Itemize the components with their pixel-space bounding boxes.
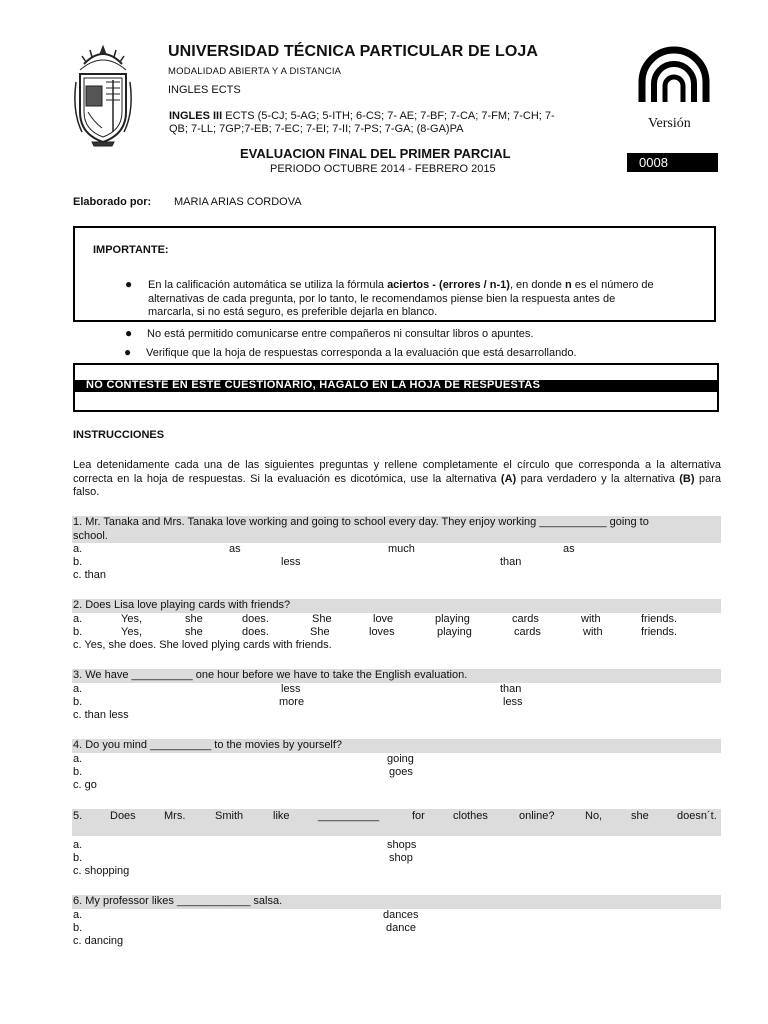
q5-option-b-word: shop (389, 852, 413, 864)
instr-part-2: para verdadero y la alternativa (516, 472, 680, 485)
q1-option-b-word: than (500, 556, 522, 568)
elaborado-label: Elaborado por: (73, 196, 152, 208)
q5-option-a-label: a. (73, 839, 83, 851)
question-1-line-2: school. (73, 529, 108, 542)
q5-word: she (631, 810, 649, 822)
q5-option-c: c. shopping (73, 865, 130, 877)
modalidad-text: MODALIDAD ABIERTA Y A DISTANCIA (168, 66, 342, 77)
q2-option-b-word: with (583, 626, 603, 638)
q2-option-a-word: playing (435, 613, 470, 625)
instrucciones-text (73, 459, 721, 500)
question-3-text: 3. We have __________ one hour before we have to take the English evaluation. (73, 669, 468, 681)
course-title: INGLES ECTS (168, 84, 241, 96)
b1-formula: aciertos - (errores / n-1) (387, 279, 510, 291)
version-label: Versión (648, 116, 691, 131)
elaborado-name: MARIA ARIAS CORDOVA (174, 196, 302, 208)
q3-option-b-word: less (503, 696, 523, 708)
version-arcs-logo (636, 40, 712, 106)
q5-word: for (412, 810, 425, 822)
q3-option-a-word: less (281, 683, 301, 695)
q1-option-b-word: less (281, 556, 301, 568)
ects-line2: QB; 7-LL; 7GP;7-EB; 7-EC; 7-EI; 7-II; 7-PS; 7-GA; (8-GA)PA (169, 123, 464, 135)
q2-option-a-word: Yes, (121, 613, 143, 625)
importante-bullet-1 (148, 279, 716, 320)
q5-option-b-label: b. (73, 852, 83, 864)
q3-option-b-word: more (279, 696, 305, 708)
q6-option-b-word: dance (386, 922, 416, 934)
q6-option-a-word: dances (383, 909, 419, 921)
q2-option-a-word: with (581, 613, 601, 625)
q2-option-a-label: a. (73, 613, 83, 625)
q5-word: No, (585, 810, 603, 822)
instr-part-3: para falso. (73, 472, 721, 498)
q6-option-b-label: b. (73, 922, 83, 934)
q2-option-a-word: cards (512, 613, 539, 625)
b1-text-2: , en donde (509, 279, 565, 291)
q5-word: Does (110, 810, 136, 822)
q2-option-b-word: friends. (641, 626, 678, 638)
instr-bold-a: (A) (500, 472, 517, 485)
instr-bold-b: (B) (679, 472, 695, 485)
q2-option-b-word: Yes, (121, 626, 143, 638)
period-text: PERIODO OCTUBRE 2014 - FEBRERO 2015 (270, 163, 496, 175)
q1-option-a-word: much (388, 543, 415, 555)
question-1-line-1: 1. Mr. Tanaka and Mrs. Tanaka love working and going to school every day. They enjoy working ___________ going to (73, 516, 649, 528)
b1-line-2: alternativas de cada pregunta, por lo tanto, le recomendamos piense bien la respuesta antes de (148, 292, 616, 305)
b1-text-3: es el número de (571, 279, 654, 291)
q1-option-a-word: as (229, 543, 241, 555)
bullet-dot-3: ● (124, 345, 132, 359)
ects-course-bold: INGLES III (169, 110, 223, 122)
q5-word: online? (519, 810, 555, 822)
q4-option-a-label: a. (73, 753, 83, 765)
q5-word: Smith (215, 810, 244, 822)
q1-option-a-word: as (563, 543, 575, 555)
b1-text-1: En la calificación automática se utiliza la fórmula (148, 279, 388, 291)
q5-word: __________ (318, 810, 380, 822)
q5-word: like (273, 810, 290, 822)
q2-option-a-word: does. (242, 613, 269, 625)
question-1-text (73, 516, 721, 543)
importante-bullet-3: Verifique que la hoja de respuestas corresponda a la evaluación que está desarrollando. (146, 347, 577, 359)
q2-option-b-word: does. (242, 626, 269, 638)
q5-word: 5. (73, 810, 83, 822)
q2-option-b-word: loves (369, 626, 395, 638)
importante-title: IMPORTANTE: (93, 244, 169, 256)
question-4-text: 4. Do you mind __________ to the movies by yourself? (73, 739, 343, 751)
b1-n: n (565, 279, 572, 291)
q2-option-b-word: cards (514, 626, 541, 638)
b1-line-3: marcarla, si no está seguro, es preferible dejarla en blanco. (148, 306, 438, 318)
question-2-text: 2. Does Lisa love playing cards with friends? (73, 599, 291, 611)
q4-option-a-word: going (387, 753, 414, 765)
ects-line1: ECTS (5-CJ; 5-AG; 5-ITH; 6-CS; 7- AE; 7-BF; 7-CA; 7-FM; 7-CH; 7- (222, 110, 555, 122)
no-conteste-text: NO CONTESTE EN ESTE CUESTIONARIO, HAGALO EN LA HOJA DE RESPUESTAS (86, 379, 541, 391)
q5-word: Mrs. (164, 810, 186, 822)
bullet-dot-1: ● (125, 277, 133, 291)
importante-bullet-2: No está permitido comunicarse entre compañeros ni consultar libros o apuntes. (147, 328, 534, 340)
q6-option-a-label: a. (73, 909, 83, 921)
q2-option-a-word: love (373, 613, 394, 625)
instrucciones-title: INSTRUCCIONES (73, 429, 165, 441)
university-crest-logo (72, 42, 134, 148)
q2-option-b-word: She (310, 626, 330, 638)
q1-option-b-label: b. (73, 556, 83, 568)
q2-option-b-word: playing (437, 626, 472, 638)
q1-option-c: c. than (73, 569, 107, 581)
university-title: UNIVERSIDAD TÉCNICA PARTICULAR DE LOJA (168, 43, 539, 60)
q5-word: doesn´t. (677, 810, 717, 822)
q2-option-a-word: She (312, 613, 332, 625)
q2-option-b-word: she (185, 626, 203, 638)
q3-option-a-word: than (500, 683, 522, 695)
q2-option-b-label: b. (73, 626, 83, 638)
version-number-box: 0008 (627, 153, 718, 172)
bullet-dot-2: ● (125, 326, 133, 340)
q2-option-c: c. Yes, she does. She loved plying cards with friends. (73, 639, 332, 651)
evaluation-title: EVALUACION FINAL DEL PRIMER PARCIAL (240, 146, 511, 161)
q2-option-a-word: friends. (641, 613, 678, 625)
q5-word: clothes (453, 810, 488, 822)
q3-option-a-label: a. (73, 683, 83, 695)
q3-option-b-label: b. (73, 696, 83, 708)
ects-codes (169, 110, 609, 136)
instr-part-1: Lea detenidamente cada una de las siguientes preguntas y rellene completamente el círculo que corresponda a la alternativa correcta en la hoja de respuestas. Si la evaluación es dicotómica, use la alternativa (73, 459, 721, 485)
q5-option-a-word: shops (387, 839, 417, 851)
q6-option-c: c. dancing (73, 935, 124, 947)
q1-option-a-label: a. (73, 543, 83, 555)
q3-option-c: c. than less (73, 709, 129, 721)
q4-option-b-word: goes (389, 766, 413, 778)
q4-option-c: c. go (73, 779, 97, 791)
question-6-text: 6. My professor likes ____________ salsa. (73, 895, 283, 907)
q2-option-a-word: she (185, 613, 203, 625)
q4-option-b-label: b. (73, 766, 83, 778)
